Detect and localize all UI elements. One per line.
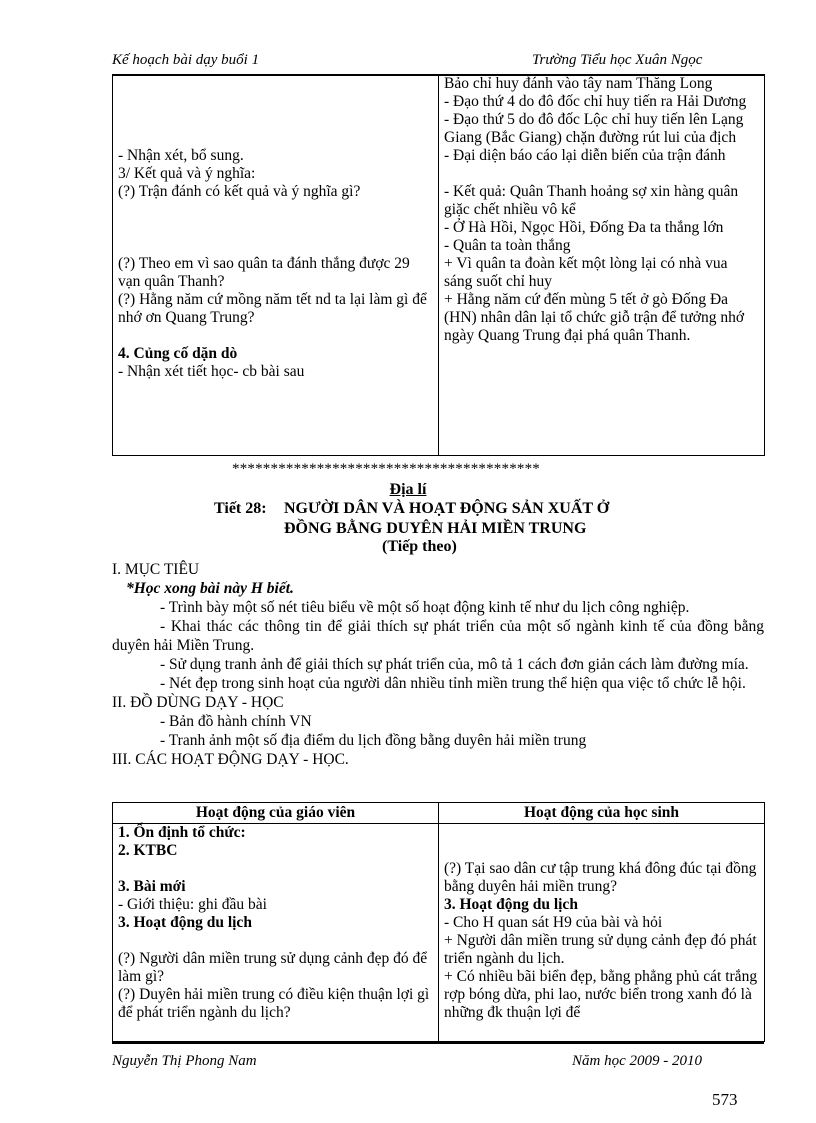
left-spacer bbox=[118, 129, 433, 147]
subject-title: Địa lí bbox=[389, 481, 427, 498]
page-number: 573 bbox=[712, 1090, 738, 1109]
left-spacer bbox=[118, 237, 433, 255]
student-line: - Quân ta toàn thắng bbox=[444, 237, 571, 254]
student-line: (?) Tại sao dân cư tập trung khá đông đúc tại đồng bằng duyên hải miền trung? bbox=[444, 860, 757, 895]
footer-right: Năm học 2009 - 2010 bbox=[572, 1053, 702, 1069]
left-spacer bbox=[118, 327, 433, 345]
student-step: 3. Hoạt động du lịch bbox=[444, 896, 578, 913]
lesson-continuation-table bbox=[112, 74, 765, 456]
lesson-body bbox=[112, 560, 764, 769]
teacher-line: (?) Trận đánh có kết quả và ý nghĩa gì? bbox=[118, 183, 361, 200]
teacher-line: (?) Hằng năm cứ mồng năm tết nd ta lại làm gì để nhớ ơn Quang Trung? bbox=[118, 291, 427, 326]
objectives-intro: *Học xong bài này H biết. bbox=[126, 580, 294, 597]
spacer bbox=[118, 932, 433, 950]
left-spacer bbox=[118, 219, 433, 237]
student-line: + Hằng năm cứ đến mùng 5 tết ở gò Đống Đa (HN) nhân dân lại tổ chức giỗ trận để tưởng nhớ ngày Quang Trung đại phá quân Thanh. bbox=[444, 291, 745, 344]
teacher-line: 3/ Kết quả và ý nghĩa: bbox=[118, 165, 256, 182]
header-left: Kế hoạch bài dạy buổi 1 bbox=[112, 52, 260, 68]
materials-heading: II. ĐỒ DÙNG DẠY - HỌC bbox=[112, 694, 284, 711]
teacher-line: - Nhận xét tiết học- cb bài sau bbox=[118, 363, 305, 380]
student-line: - Đạo thứ 4 do đô đốc chỉ huy tiến ra Hải Dương bbox=[444, 93, 747, 110]
activities-table bbox=[112, 802, 765, 1042]
objective-item: - Sử dụng tranh ảnh để giải thích sự phát triển của, mô tả 1 cách đơn giản cách làm đường mía. bbox=[160, 656, 749, 673]
left-spacer bbox=[118, 75, 433, 93]
spacer bbox=[118, 860, 433, 878]
student-line: + Vì quân ta đoàn kết một lòng lại có nhà vua sáng suốt chỉ huy bbox=[444, 255, 728, 290]
student-column bbox=[439, 75, 765, 456]
teacher-step: 2. KTBC bbox=[118, 842, 178, 859]
teacher-question: (?) Người dân miền trung sử dụng cảnh đẹp đó để làm gì? bbox=[118, 950, 428, 985]
spacer bbox=[444, 824, 759, 842]
teacher-heading: 4. Củng cố dặn dò bbox=[118, 345, 238, 362]
student-line: - Ở Hà Hồi, Ngọc Hồi, Đống Đa ta thắng lớn bbox=[444, 219, 724, 236]
lesson-number: Tiết 28: bbox=[214, 500, 267, 517]
lesson-title-line1: NGƯỜI DÂN VÀ HOẠT ĐỘNG SẢN XUẤT Ở bbox=[284, 500, 610, 517]
student-activities bbox=[439, 824, 765, 1042]
student-line: - Kết quả: Quân Thanh hoảng sợ xin hàng quân giặc chết nhiều vô kể bbox=[444, 183, 739, 218]
teacher-line: - Nhận xét, bổ sung. bbox=[118, 147, 244, 164]
objectives-heading: I. MỤC TIÊU bbox=[112, 561, 200, 578]
objective-item: - Khai thác các thông tin để giải thích sự phát triển của một số ngành kinh tế của đồng bằng duyên hải Miền Trung. bbox=[112, 618, 764, 654]
spacer bbox=[444, 842, 759, 860]
header-right: Trường Tiểu học Xuân Ngọc bbox=[532, 52, 703, 68]
material-item: - Tranh ảnh một số địa điểm du lịch đồng bằng duyên hải miền trung bbox=[160, 732, 587, 749]
teacher-line: (?) Theo em vì sao quân ta đánh thắng được 29 vạn quân Thanh? bbox=[118, 255, 410, 290]
right-spacer bbox=[444, 165, 759, 183]
material-item: - Bản đồ hành chính VN bbox=[160, 713, 312, 730]
student-line: + Có nhiều bãi biển đẹp, bằng phẳng phủ cát trắng rợp bóng dừa, phi lao, nước biển trong xanh đó là những đk thuận lợi để bbox=[444, 968, 758, 1021]
lesson-title-line2: ĐỒNG BẰNG DUYÊN HẢI MIỀN TRUNG bbox=[284, 520, 587, 537]
lesson-subtitle: (Tiếp theo) bbox=[382, 538, 457, 555]
teacher-step: 1. Ổn định tổ chức: bbox=[118, 824, 246, 841]
teacher-line: - Giới thiệu: ghi đầu bài bbox=[118, 896, 267, 913]
objective-item: - Nét đẹp trong sinh hoạt của người dân nhiều tỉnh miền trung thể hiện qua việc tổ chức lễ hội. bbox=[160, 675, 746, 692]
student-column-header: Hoạt động của học sinh bbox=[439, 803, 765, 824]
activities-heading: III. CÁC HOẠT ĐỘNG DẠY - HỌC. bbox=[112, 751, 349, 768]
footer-divider bbox=[112, 1042, 764, 1044]
student-line: + Người dân miền trung sử dụng cảnh đẹp đó phát triển ngành du lịch. bbox=[444, 932, 757, 967]
teacher-column-header: Hoạt động của giáo viên bbox=[113, 803, 439, 824]
student-line: - Cho H quan sát H9 của bài và hỏi bbox=[444, 914, 663, 931]
separator-stars: **************************************** bbox=[232, 461, 540, 477]
left-spacer bbox=[118, 111, 433, 129]
student-line: - Đại diện báo cáo lại diễn biến của trận đánh bbox=[444, 147, 726, 164]
student-line: - Đạo thứ 5 do đô đốc Lộc chỉ huy tiến lên Lạng Giang (Bắc Giang) chặn đường rút lui của địch bbox=[444, 111, 744, 146]
teacher-step: 3. Bài mới bbox=[118, 878, 186, 895]
student-line: Bảo chỉ huy đánh vào tây nam Thăng Long bbox=[444, 75, 713, 92]
footer-left: Nguyễn Thị Phong Nam bbox=[112, 1053, 257, 1069]
left-spacer bbox=[118, 201, 433, 219]
teacher-column bbox=[113, 75, 439, 456]
left-spacer bbox=[118, 93, 433, 111]
teacher-question: (?) Duyên hải miền trung có điều kiện thuận lợi gì để phát triển ngành du lịch? bbox=[118, 986, 430, 1021]
objective-item: - Trình bày một số nét tiêu biểu về một số hoạt động kinh tế như du lịch công nghiệp. bbox=[160, 599, 690, 616]
teacher-step: 3. Hoạt động du lịch bbox=[118, 914, 252, 931]
teacher-activities bbox=[113, 824, 439, 1042]
